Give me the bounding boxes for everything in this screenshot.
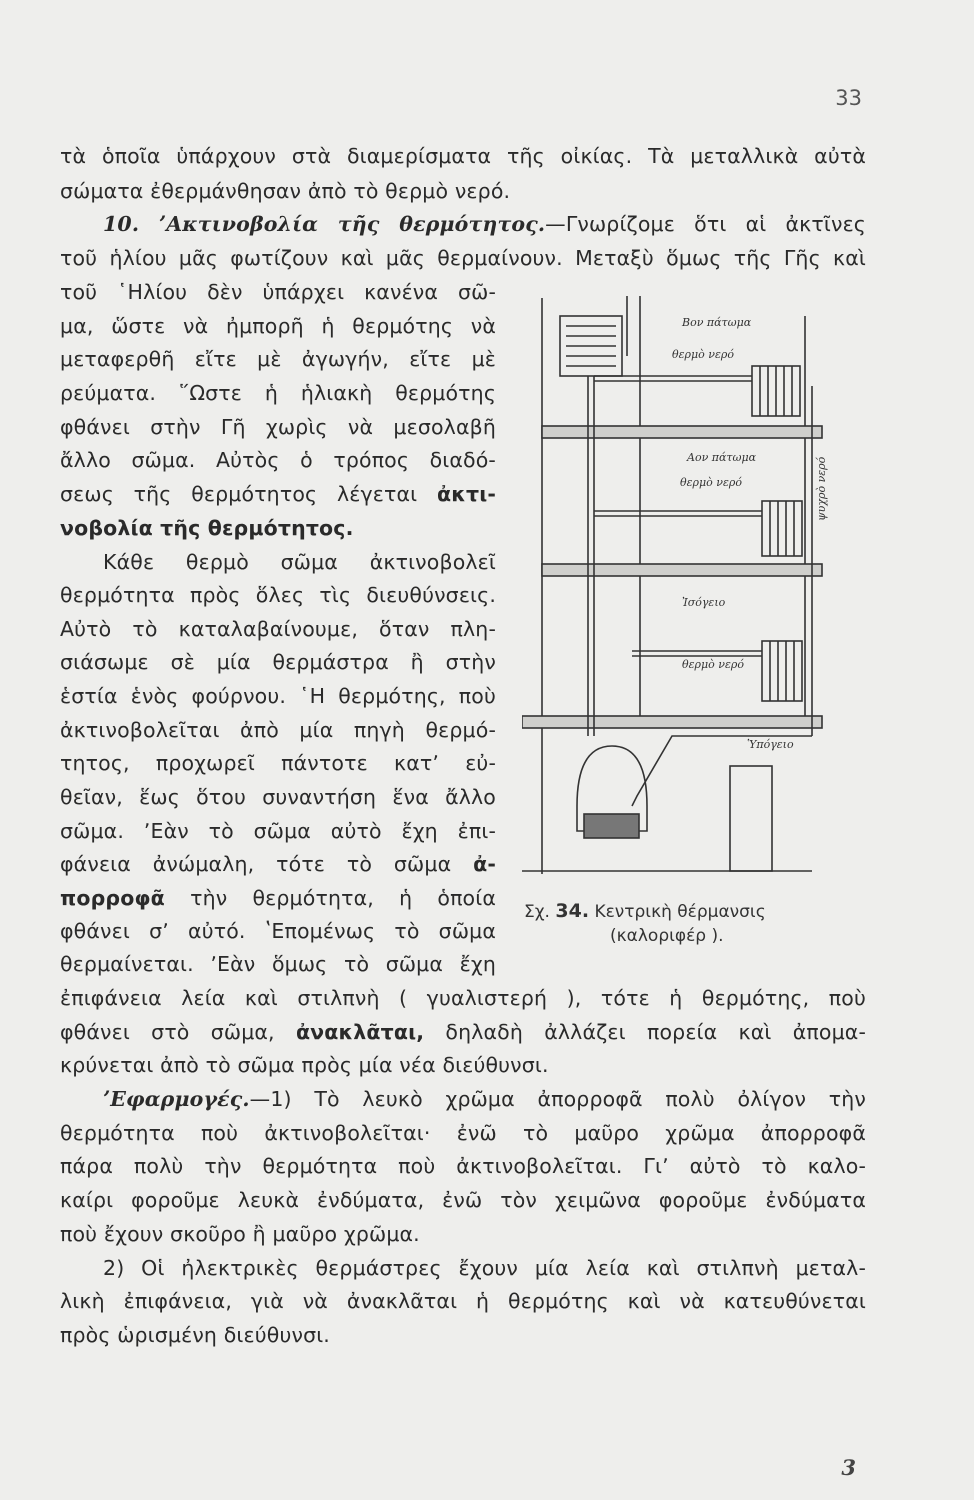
floor-slab-ground [522, 716, 822, 728]
text-line: κρύνεται ἀπὸ τὸ σῶμα πρὸς μία νέα διεύθυνσι. [60, 1053, 549, 1077]
term-bold: ἀ- [473, 852, 496, 876]
basement-doorway [730, 766, 772, 871]
caption-line-2: (καλοριφέρ ). [610, 926, 724, 946]
text-line: φθάνει στὴν Γῆ χωρὶς νὰ μεσολαβῆ [60, 415, 496, 439]
text-line: τητος, προχωρεῖ πάντοτε κατʼ εὐ- [60, 751, 496, 775]
text-line: τοῦ ῾Ηλίου δὲν ὑπάρχει κανένα σῶ- [60, 280, 496, 304]
applications-heading-line [103, 1086, 866, 1112]
text-line: θερμαίνεται. ʼΕὰν ὅμως τὸ σῶμα ἔχη [60, 952, 496, 976]
text-line: πρὸς ὡρισμένη διεύθυνσι. [60, 1323, 330, 1347]
text-span: σεως τῆς θερμότητος λέγεται [60, 482, 418, 506]
term-bold: ἀνακλᾶται, [295, 1020, 425, 1044]
label-ground-floor: Ἰσόγειο [682, 596, 726, 609]
text-line: 2) Οἱ ἠλεκτρικὲς θερμάστρες ἔχουν μία λεία καὶ στιλπνὴ μεταλ- [103, 1256, 866, 1280]
central-heating-figure [522, 296, 840, 876]
text-span: —Γνωρίζομε ὅτι αἱ ἀκτῖνες [545, 212, 866, 236]
floor-slab-b [542, 426, 822, 438]
page-number: 33 [835, 86, 862, 110]
text-line: θερμότητα πρὸς ὅλες τὶς διευθύνσεις. [60, 583, 496, 607]
caption-number: 34. [555, 900, 590, 922]
figure-caption [524, 900, 824, 946]
text-span: δηλαδὴ ἀλλάζει πορεία καὶ ἀπομα- [445, 1020, 866, 1044]
label-cold-water: ψυχρὸ νερό [815, 456, 828, 521]
footer-signature-mark: 3 [841, 1455, 856, 1480]
text-line: μα, ὥστε νὰ ἠμπορῆ ἡ θερμότης νὰ [60, 314, 496, 338]
text-line [60, 1019, 866, 1045]
label-basement: Ὑπόγειο [747, 738, 794, 751]
text-line: ρεύματα. ῞Ωστε ἡ ἡλιακὴ θερμότης [60, 381, 496, 405]
term-bold: ἀκτι- [437, 482, 496, 506]
text-line [60, 481, 496, 507]
text-line: ἑστία ἑνὸς φούρνου. ῾Η θερμότης, ποὺ [60, 684, 496, 708]
text-span: —1) Τὸ λευκὸ χρῶμα ἀπορροφᾶ πολὺ ὀλίγον τὴν [249, 1087, 866, 1111]
caption-prefix: Σχ. [524, 902, 550, 922]
text-line: Κάθε θερμὸ σῶμα ἀκτινοβολεῖ [103, 550, 496, 574]
text-line: μεταφερθῆ εἴτε μὲ ἀγωγήν, εἴτε μὲ [60, 347, 496, 371]
label-hot-water-2: θερμὸ νερό [680, 476, 742, 489]
term-bold-line: νοβολία τῆς θερμότητος. [60, 516, 354, 540]
text-line: φθάνει σʼ αὐτό. ʽΕπομένως τὸ σῶμα [60, 919, 496, 943]
text-line: σώματα ἐθερμάνθησαν ἀπὸ τὸ θερμὸ νερό. [60, 179, 511, 203]
text-span: φάνεια ἀνώμαλη, τότε τὸ σῶμα [60, 852, 452, 876]
text-line: ἄλλο σῶμα. Αὐτὸς ὁ τρόπος διαδό- [60, 448, 496, 472]
text-line: ἐπιφάνεια λεία καὶ στιλπνὴ ( γυαλιστερή ), τότε ἡ θερμότης, ποὺ [60, 986, 866, 1010]
text-line: σῶμα. ʼΕὰν τὸ σῶμα αὐτὸ ἔχη ἐπι- [60, 819, 496, 843]
text-span: φθάνει στὸ σῶμα, [60, 1020, 275, 1044]
text-line: τὰ ὁποῖα ὑπάρχουν στὰ διαμερίσματα τῆς οἰκίας. Τὰ μεταλλικὰ αὐτὰ [60, 144, 866, 168]
label-floor-a: Αον πάτωμα [687, 451, 757, 464]
caption-line-1: Κεντρικὴ θέρμανσις [594, 902, 766, 922]
text-line: ἀκτινοβολεῖται ἀπὸ μία πηγὴ θερμό- [60, 718, 496, 742]
text-line: λικὴ ἐπιφάνεια, γιὰ νὰ ἀνακλᾶται ἡ θερμότης καὶ νὰ κατευθύνεται [60, 1289, 866, 1313]
text-line: τοῦ ἡλίου μᾶς φωτίζουν καὶ μᾶς θερμαίνουν. Μεταξὺ ὅμως τῆς Γῆς καὶ [60, 246, 866, 270]
section-heading-line [103, 211, 866, 237]
label-floor-b: Βον πάτωμα [682, 316, 752, 329]
text-line: θεῖαν, ἕως ὅτου συναντήση ἕνα ἄλλο [60, 785, 496, 809]
applications-heading: ʼΕφαρμογές. [103, 1087, 250, 1111]
text-span: τὴν θερμότητα, ἡ ὁποία [190, 886, 496, 910]
radiator-ground [762, 641, 802, 701]
section-heading: 10. ʼΑκτινοβολία τῆς θερμότητος. [103, 212, 546, 236]
floor-slab-a [542, 564, 822, 576]
text-line: ποὺ ἔχουν σκοῦρο ἢ μαῦρο χρῶμα. [60, 1222, 420, 1246]
text-line: Αὐτὸ τὸ καταλαβαίνουμε, ὅταν πλη- [60, 617, 496, 641]
text-line: πάρα πολὺ τὴν θερμότητα ποὺ ἀκτινοβολεῖται. Γιʼ αὐτὸ τὸ καλο- [60, 1154, 866, 1178]
text-line: σιάσωμε σὲ μία θερμάστρα ἢ στὴν [60, 650, 496, 674]
text-line: θερμότητα ποὺ ἀκτινοβολεῖται· ἐνῶ τὸ μαῦρο χρῶμα ἀπορροφᾶ [60, 1121, 866, 1145]
radiator-a [762, 501, 802, 556]
label-hot-water-1: θερμὸ νερό [672, 348, 734, 361]
text-line: καίρι φοροῦμε λευκὰ ἐνδύματα, ἐνῶ τὸν χειμῶνα φοροῦμε ἐνδύματα [60, 1188, 866, 1212]
term-bold: πορροφᾶ [60, 886, 165, 910]
text-line [60, 885, 496, 911]
label-hot-water-3: θερμὸ νερό [682, 658, 744, 671]
text-line [60, 851, 496, 877]
